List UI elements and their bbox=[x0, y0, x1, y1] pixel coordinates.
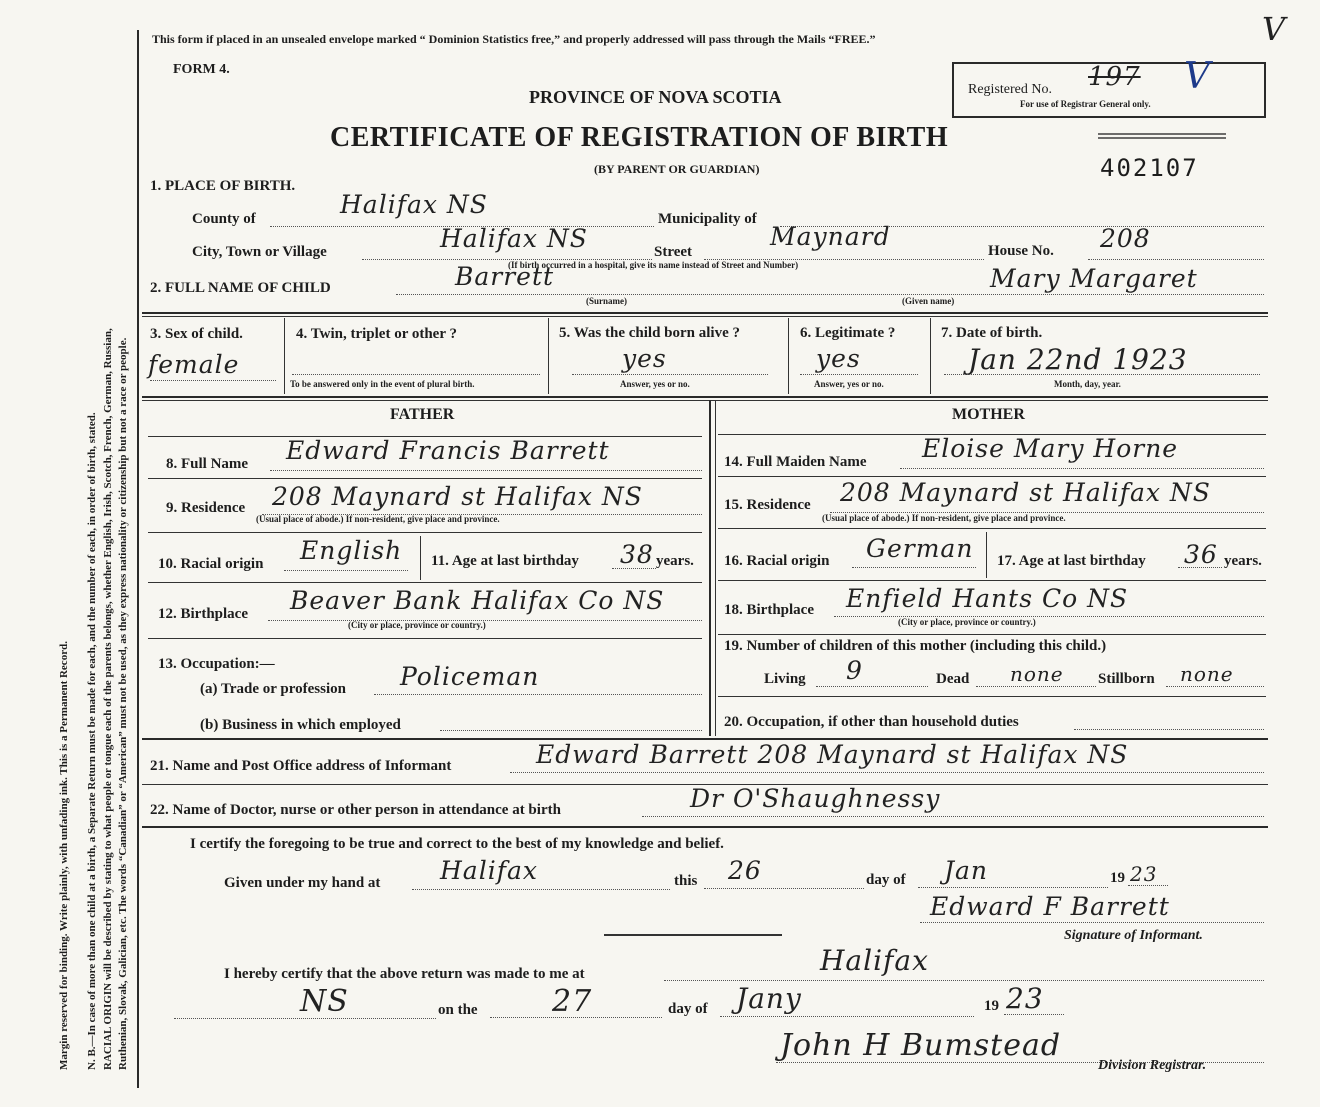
surname-caption: (Surname) bbox=[586, 296, 627, 306]
dob-line bbox=[944, 374, 1260, 375]
living-label: Living bbox=[764, 671, 806, 687]
mother-rule-5 bbox=[718, 634, 1266, 635]
street-value: Maynard bbox=[770, 222, 891, 251]
cert-dayof-label: day of bbox=[866, 872, 906, 888]
margin-note-racial-2: Ruthenian, Slovak, Galician, etc. The words “Canadian” or “American” must not be used, as they express nationality or citizenship but not a race or people. bbox=[117, 337, 129, 1070]
parents-divider bbox=[709, 400, 711, 736]
corner-check-mark: V bbox=[1262, 10, 1287, 48]
twin-label: 4. Twin, triplet or other ? bbox=[296, 326, 457, 342]
county-value: Halifax NS bbox=[340, 190, 488, 219]
registrar-month-line bbox=[720, 1016, 974, 1017]
father-race-label: 10. Racial origin bbox=[158, 556, 264, 572]
mother-age-label: 17. Age at last birthday bbox=[997, 553, 1146, 569]
house-value: 208 bbox=[1100, 224, 1151, 253]
registered-value: 197 bbox=[1088, 62, 1141, 92]
registrar-signature: John H Bumstead bbox=[780, 1028, 1062, 1063]
mother-name-label: 14. Full Maiden Name bbox=[724, 454, 867, 470]
street-label: Street bbox=[654, 244, 693, 260]
child-surname: Barrett bbox=[455, 262, 555, 291]
cert-this-label: this bbox=[674, 873, 698, 889]
binding-margin-line bbox=[137, 30, 139, 1088]
registrar-place-value: Halifax bbox=[820, 944, 929, 977]
father-residence-value: 208 Maynard st Halifax NS bbox=[272, 482, 643, 511]
father-residence-note: (Usual place of abode.) If non-resident, give place and province. bbox=[256, 514, 500, 524]
born-alive-value: yes bbox=[622, 344, 667, 373]
mother-residence-value: 208 Maynard st Halifax NS bbox=[840, 478, 1211, 507]
mother-race-label: 16. Racial origin bbox=[724, 553, 830, 569]
form-number: FORM 4. bbox=[173, 62, 230, 77]
cert-day-value: 26 bbox=[728, 856, 762, 885]
parents-divider-2 bbox=[715, 400, 716, 736]
twin-line bbox=[292, 374, 540, 375]
legitimate-value: yes bbox=[816, 344, 861, 373]
mother-age-value: 36 bbox=[1184, 540, 1218, 569]
province-heading: PROVINCE OF NOVA SCOTIA bbox=[529, 87, 782, 107]
father-birthplace-value: Beaver Bank Halifax Co NS bbox=[290, 586, 665, 615]
registrar-place2-value: NS bbox=[300, 984, 349, 1019]
row3-divider-4 bbox=[930, 318, 931, 394]
father-occupation-label: 13. Occupation:— bbox=[158, 656, 275, 672]
registrar-place-line bbox=[664, 980, 1264, 981]
legitimate-label: 6. Legitimate ? bbox=[800, 325, 896, 341]
informant-line bbox=[510, 772, 1264, 773]
stillborn-value: none bbox=[1180, 662, 1234, 686]
page-title: CERTIFICATE OF REGISTRATION OF BIRTH bbox=[330, 122, 949, 153]
row3-divider-2 bbox=[548, 318, 549, 394]
living-value: 9 bbox=[846, 656, 863, 685]
registrar-month-value: Jany bbox=[736, 982, 802, 1015]
dob-label: 7. Date of birth. bbox=[941, 325, 1043, 341]
cert-given-label: Given under my hand at bbox=[224, 875, 381, 891]
rule-cert-top bbox=[142, 826, 1268, 828]
cert-day-line bbox=[704, 888, 864, 889]
child-name-line bbox=[396, 294, 1264, 295]
separator-short bbox=[604, 934, 782, 936]
registration-number: 402107 bbox=[1100, 154, 1199, 182]
mother-name-value: Eloise Mary Horne bbox=[922, 434, 1179, 463]
sex-line bbox=[150, 380, 276, 381]
mother-race-line bbox=[852, 567, 976, 568]
born-alive-label: 5. Was the child born alive ? bbox=[559, 325, 740, 341]
hospital-note: (If birth occurred in a hospital, give its name instead of Street and Number) bbox=[508, 260, 799, 270]
dob-value: Jan 22nd 1923 bbox=[968, 343, 1188, 376]
child-name-label: 2. FULL NAME OF CHILD bbox=[150, 280, 331, 296]
place-of-birth-label: 1. PLACE OF BIRTH. bbox=[150, 178, 296, 194]
dob-note: Month, day, year. bbox=[1054, 379, 1121, 389]
registered-check-mark: V bbox=[1184, 56, 1211, 97]
dead-label: Dead bbox=[936, 671, 970, 687]
cert-year-value: 23 bbox=[1130, 862, 1158, 886]
mother-heading: MOTHER bbox=[952, 406, 1025, 423]
mother-children-label: 19. Number of children of this mother (including this child.) bbox=[724, 638, 1107, 654]
father-birthplace-note: (City or place, province or country.) bbox=[348, 620, 486, 630]
father-residence-label: 9. Residence bbox=[166, 500, 246, 516]
father-race-divider bbox=[420, 536, 421, 580]
mother-occupation-label: 20. Occupation, if other than household duties bbox=[724, 714, 1019, 730]
father-trade-label: (a) Trade or profession bbox=[200, 681, 346, 697]
father-race-line bbox=[284, 570, 408, 571]
mother-residence-label: 15. Residence bbox=[724, 497, 811, 513]
born-alive-line bbox=[572, 374, 768, 375]
dead-value: none bbox=[1010, 662, 1064, 686]
cert-place-value: Halifax bbox=[440, 856, 538, 885]
father-business-label: (b) Business in which employed bbox=[200, 717, 401, 733]
cert-month-line bbox=[918, 887, 1108, 888]
doctor-label: 22. Name of Doctor, nurse or other person in attendance at birth bbox=[150, 802, 561, 818]
informant-value: Edward Barrett 208 Maynard st Halifax NS bbox=[536, 740, 1129, 769]
cert-place-line bbox=[412, 889, 670, 890]
stillborn-label: Stillborn bbox=[1098, 671, 1155, 687]
stillborn-line bbox=[1166, 686, 1264, 687]
father-trade-line bbox=[374, 694, 702, 695]
father-age-label: 11. Age at last birthday bbox=[431, 553, 579, 569]
registrar-caption: Division Registrar. bbox=[1098, 1058, 1207, 1073]
registrar-statement: I hereby certify that the above return was made to me at bbox=[224, 966, 585, 982]
mother-rule-6 bbox=[718, 696, 1266, 697]
cert-year-line bbox=[1128, 885, 1168, 886]
row3-divider-3 bbox=[788, 318, 789, 394]
page-subtitle: (BY PARENT OR GUARDIAN) bbox=[594, 162, 760, 176]
father-business-line bbox=[440, 730, 702, 731]
father-name-label: 8. Full Name bbox=[166, 456, 249, 472]
rule-top-2 bbox=[142, 316, 1268, 317]
county-label: County of bbox=[192, 211, 256, 227]
father-rule-4 bbox=[148, 582, 702, 583]
mother-birthplace-label: 18. Birthplace bbox=[724, 602, 814, 618]
registrar-year-prefix: 19 bbox=[984, 998, 999, 1014]
city-label: City, Town or Village bbox=[192, 244, 327, 260]
signature-line bbox=[920, 922, 1264, 923]
margin-note-binding: Margin reserved for binding. Write plainly, with unfading ink. This is a Permanent Record. bbox=[58, 641, 70, 1070]
father-name-line bbox=[270, 470, 702, 471]
living-line bbox=[816, 686, 928, 687]
margin-note-nb: N. B.—In case of more than one child at a birth, a Separate Return must be made for each, and the number of each, in order of birth, stated. bbox=[86, 412, 98, 1070]
cert-statement: I certify the foregoing to be true and correct to the best of my knowledge and belief. bbox=[190, 836, 724, 852]
mother-name-line bbox=[900, 468, 1264, 469]
mother-race-value: German bbox=[866, 534, 974, 563]
municipality-label: Municipality of bbox=[658, 211, 757, 227]
legitimate-note: Answer, yes or no. bbox=[814, 379, 884, 389]
father-years-label: years. bbox=[656, 553, 694, 569]
registered-label: Registered No. bbox=[968, 82, 1052, 97]
mother-occupation-line bbox=[1074, 729, 1264, 730]
mother-years-label: years. bbox=[1224, 553, 1262, 569]
sex-value: female bbox=[148, 350, 240, 379]
struck-number bbox=[1098, 133, 1226, 153]
informant-signature: Edward F Barrett bbox=[930, 892, 1170, 921]
mother-residence-note: (Usual place of abode.) If non-resident, give place and province. bbox=[822, 513, 1066, 523]
sex-label: 3. Sex of child. bbox=[150, 326, 243, 342]
mother-rule-4 bbox=[718, 580, 1266, 581]
registrar-day-value: 27 bbox=[552, 984, 593, 1019]
given-name-caption: (Given name) bbox=[902, 296, 955, 306]
father-age-value: 38 bbox=[620, 540, 654, 569]
father-trade-value: Policeman bbox=[400, 662, 540, 691]
father-birthplace-label: 12. Birthplace bbox=[158, 606, 248, 622]
house-label: House No. bbox=[988, 243, 1054, 259]
mother-rule-3 bbox=[718, 528, 1266, 529]
house-line bbox=[1088, 259, 1264, 260]
mother-birthplace-note: (City or place, province or country.) bbox=[898, 617, 1036, 627]
registrar-dayof-label: day of bbox=[668, 1001, 708, 1017]
mother-race-divider bbox=[986, 532, 987, 578]
child-given-name: Mary Margaret bbox=[990, 264, 1198, 293]
father-heading: FATHER bbox=[390, 406, 455, 423]
born-alive-note: Answer, yes or no. bbox=[620, 379, 690, 389]
legitimate-line bbox=[800, 374, 918, 375]
registrar-year-value: 23 bbox=[1006, 982, 1044, 1015]
dead-line bbox=[976, 686, 1096, 687]
father-rule-2 bbox=[148, 478, 702, 479]
registrar-year-line bbox=[1004, 1014, 1064, 1015]
margin-note-racial: RACIAL ORIGIN will be described by stating to what people or tongue each of the parents belongs, whether English, Irish, Scotch, French, German, Russian, bbox=[102, 328, 114, 1070]
doctor-value: Dr O'Shaughnessy bbox=[690, 784, 941, 813]
city-value: Halifax NS bbox=[440, 224, 588, 253]
father-rule-3 bbox=[148, 532, 702, 533]
registered-note: For use of Registrar General only. bbox=[1020, 99, 1151, 109]
cert-month-value: Jan bbox=[944, 856, 989, 885]
cert-year-prefix: 19 bbox=[1110, 870, 1125, 886]
signature-caption: Signature of Informant. bbox=[1064, 928, 1203, 943]
rule-top bbox=[142, 312, 1268, 314]
rule-parents-top-2 bbox=[142, 400, 1268, 401]
father-name-value: Edward Francis Barrett bbox=[286, 436, 610, 465]
registrar-onthe-label: on the bbox=[438, 1002, 478, 1018]
twin-note: To be answered only in the event of plural birth. bbox=[290, 379, 475, 389]
father-race-value: English bbox=[300, 536, 403, 565]
doctor-line bbox=[642, 816, 1264, 817]
informant-label: 21. Name and Post Office address of Informant bbox=[150, 758, 452, 774]
mother-rule-2 bbox=[718, 476, 1266, 477]
row3-divider-1 bbox=[284, 318, 285, 394]
mail-note: This form if placed in an unsealed envelope marked “ Dominion Statistics free,” and properly addressed will pass through the Mails “FREE.” bbox=[152, 32, 876, 46]
mother-birthplace-value: Enfield Hants Co NS bbox=[846, 584, 1129, 613]
rule-parents-top bbox=[142, 396, 1268, 398]
father-rule-5 bbox=[148, 638, 702, 639]
